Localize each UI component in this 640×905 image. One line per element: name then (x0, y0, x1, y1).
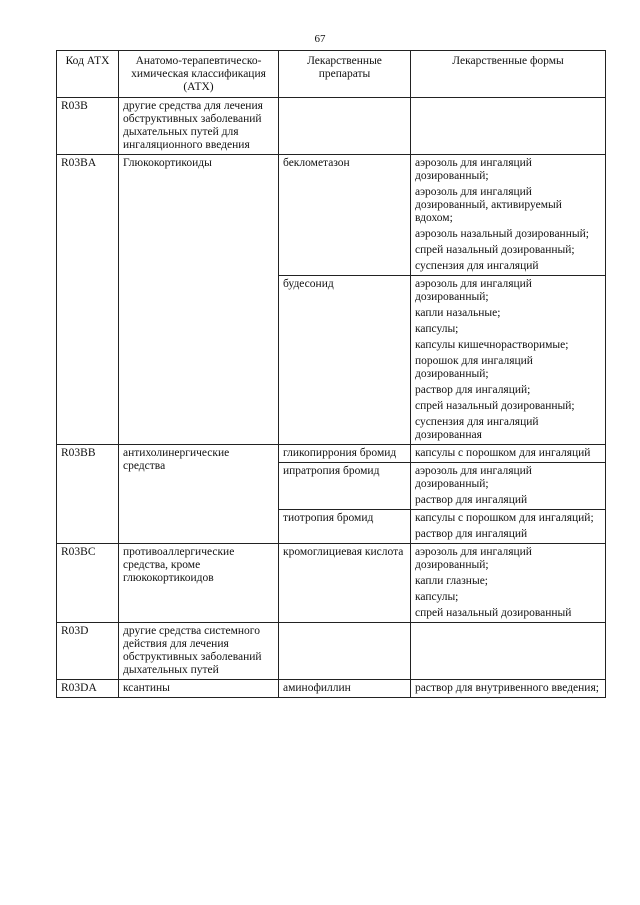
form-item: спрей назальный дозированный; (415, 244, 575, 256)
atx-code: R03D (57, 623, 119, 680)
form-item: раствор для ингаляций; (415, 384, 531, 396)
table-row (57, 98, 606, 155)
drug-name: гликопиррония бромид (279, 445, 411, 463)
form-item: капсулы; (415, 591, 459, 603)
table-row (57, 623, 606, 680)
atx-classification: антихолинергические средства (119, 445, 279, 544)
forms-cell (411, 98, 606, 155)
atx-table (56, 50, 606, 698)
atx-code: R03BA (57, 155, 119, 445)
forms-cell (411, 276, 606, 445)
header-drugs: Лекарственные препараты (279, 51, 411, 98)
header-forms: Лекарственные формы (411, 51, 606, 98)
drug-name: тиотропия бромид (279, 510, 411, 544)
drug-name: ипратропия бромид (279, 463, 411, 510)
form-item: спрей назальный дозированный (415, 607, 572, 619)
header-classification: Анатомо-терапевтическо-химическая классификация (АТХ) (119, 51, 279, 98)
forms-cell (411, 445, 606, 463)
forms-cell (411, 623, 606, 680)
table-row (57, 445, 606, 463)
drug-cell (279, 623, 411, 680)
form-item: суспензия для ингаляций дозированная (415, 416, 539, 441)
form-item: суспензия для ингаляций (415, 260, 539, 272)
drug-name: аминофиллин (279, 680, 411, 698)
table-row (57, 155, 606, 276)
form-item: раствор для ингаляций (415, 494, 528, 506)
forms-cell (411, 463, 606, 510)
form-item: порошок для ингаляций дозированный; (415, 355, 533, 380)
table-row (57, 544, 606, 623)
form-item: капсулы кишечнорастворимые; (415, 339, 569, 351)
forms-cell (411, 680, 606, 698)
drug-name: будесонид (279, 276, 411, 445)
form-item: капли глазные; (415, 575, 488, 587)
atx-code: R03BB (57, 445, 119, 544)
table-header-row (57, 51, 606, 98)
atx-code: R03B (57, 98, 119, 155)
atx-classification: противоаллергические средства, кроме глюкокортикоидов (119, 544, 279, 623)
page-number: 67 (314, 33, 326, 45)
form-item: раствор для ингаляций (415, 528, 528, 540)
forms-cell (411, 155, 606, 276)
form-item: аэрозоль для ингаляций дозированный; (415, 157, 532, 182)
atx-code: R03BC (57, 544, 119, 623)
form-item: аэрозоль для ингаляций дозированный; (415, 465, 532, 490)
atx-code: R03DA (57, 680, 119, 698)
drug-cell (279, 98, 411, 155)
forms-cell (411, 510, 606, 544)
header-code: Код АТХ (57, 51, 119, 98)
form-item: капсулы с порошком для ингаляций; (415, 512, 594, 524)
drug-name: кромоглициевая кислота (279, 544, 411, 623)
drug-name: беклометазон (279, 155, 411, 276)
form-item: аэрозоль для ингаляций дозированный; (415, 278, 532, 303)
form-item: аэрозоль для ингаляций дозированный, активируемый вдохом; (415, 186, 562, 224)
form-item: аэрозоль назальный дозированный; (415, 228, 589, 240)
atx-classification: Глюкокортикоиды (119, 155, 279, 445)
form-item: капли назальные; (415, 307, 501, 319)
form-item: спрей назальный дозированный; (415, 400, 575, 412)
atx-classification: ксантины (119, 680, 279, 698)
table-row (57, 680, 606, 698)
atx-classification: другие средства для лечения обструктивных заболеваний дыхательных путей для ингаляционного введения (119, 98, 279, 155)
forms-cell (411, 544, 606, 623)
form-item: раствор для внутривенного введения; (415, 682, 599, 694)
form-item: капсулы; (415, 323, 459, 335)
form-item: капсулы с порошком для ингаляций (415, 447, 591, 459)
form-item: аэрозоль для ингаляций дозированный; (415, 546, 532, 571)
atx-classification: другие средства системного действия для лечения обструктивных заболеваний дыхательных путей (119, 623, 279, 680)
